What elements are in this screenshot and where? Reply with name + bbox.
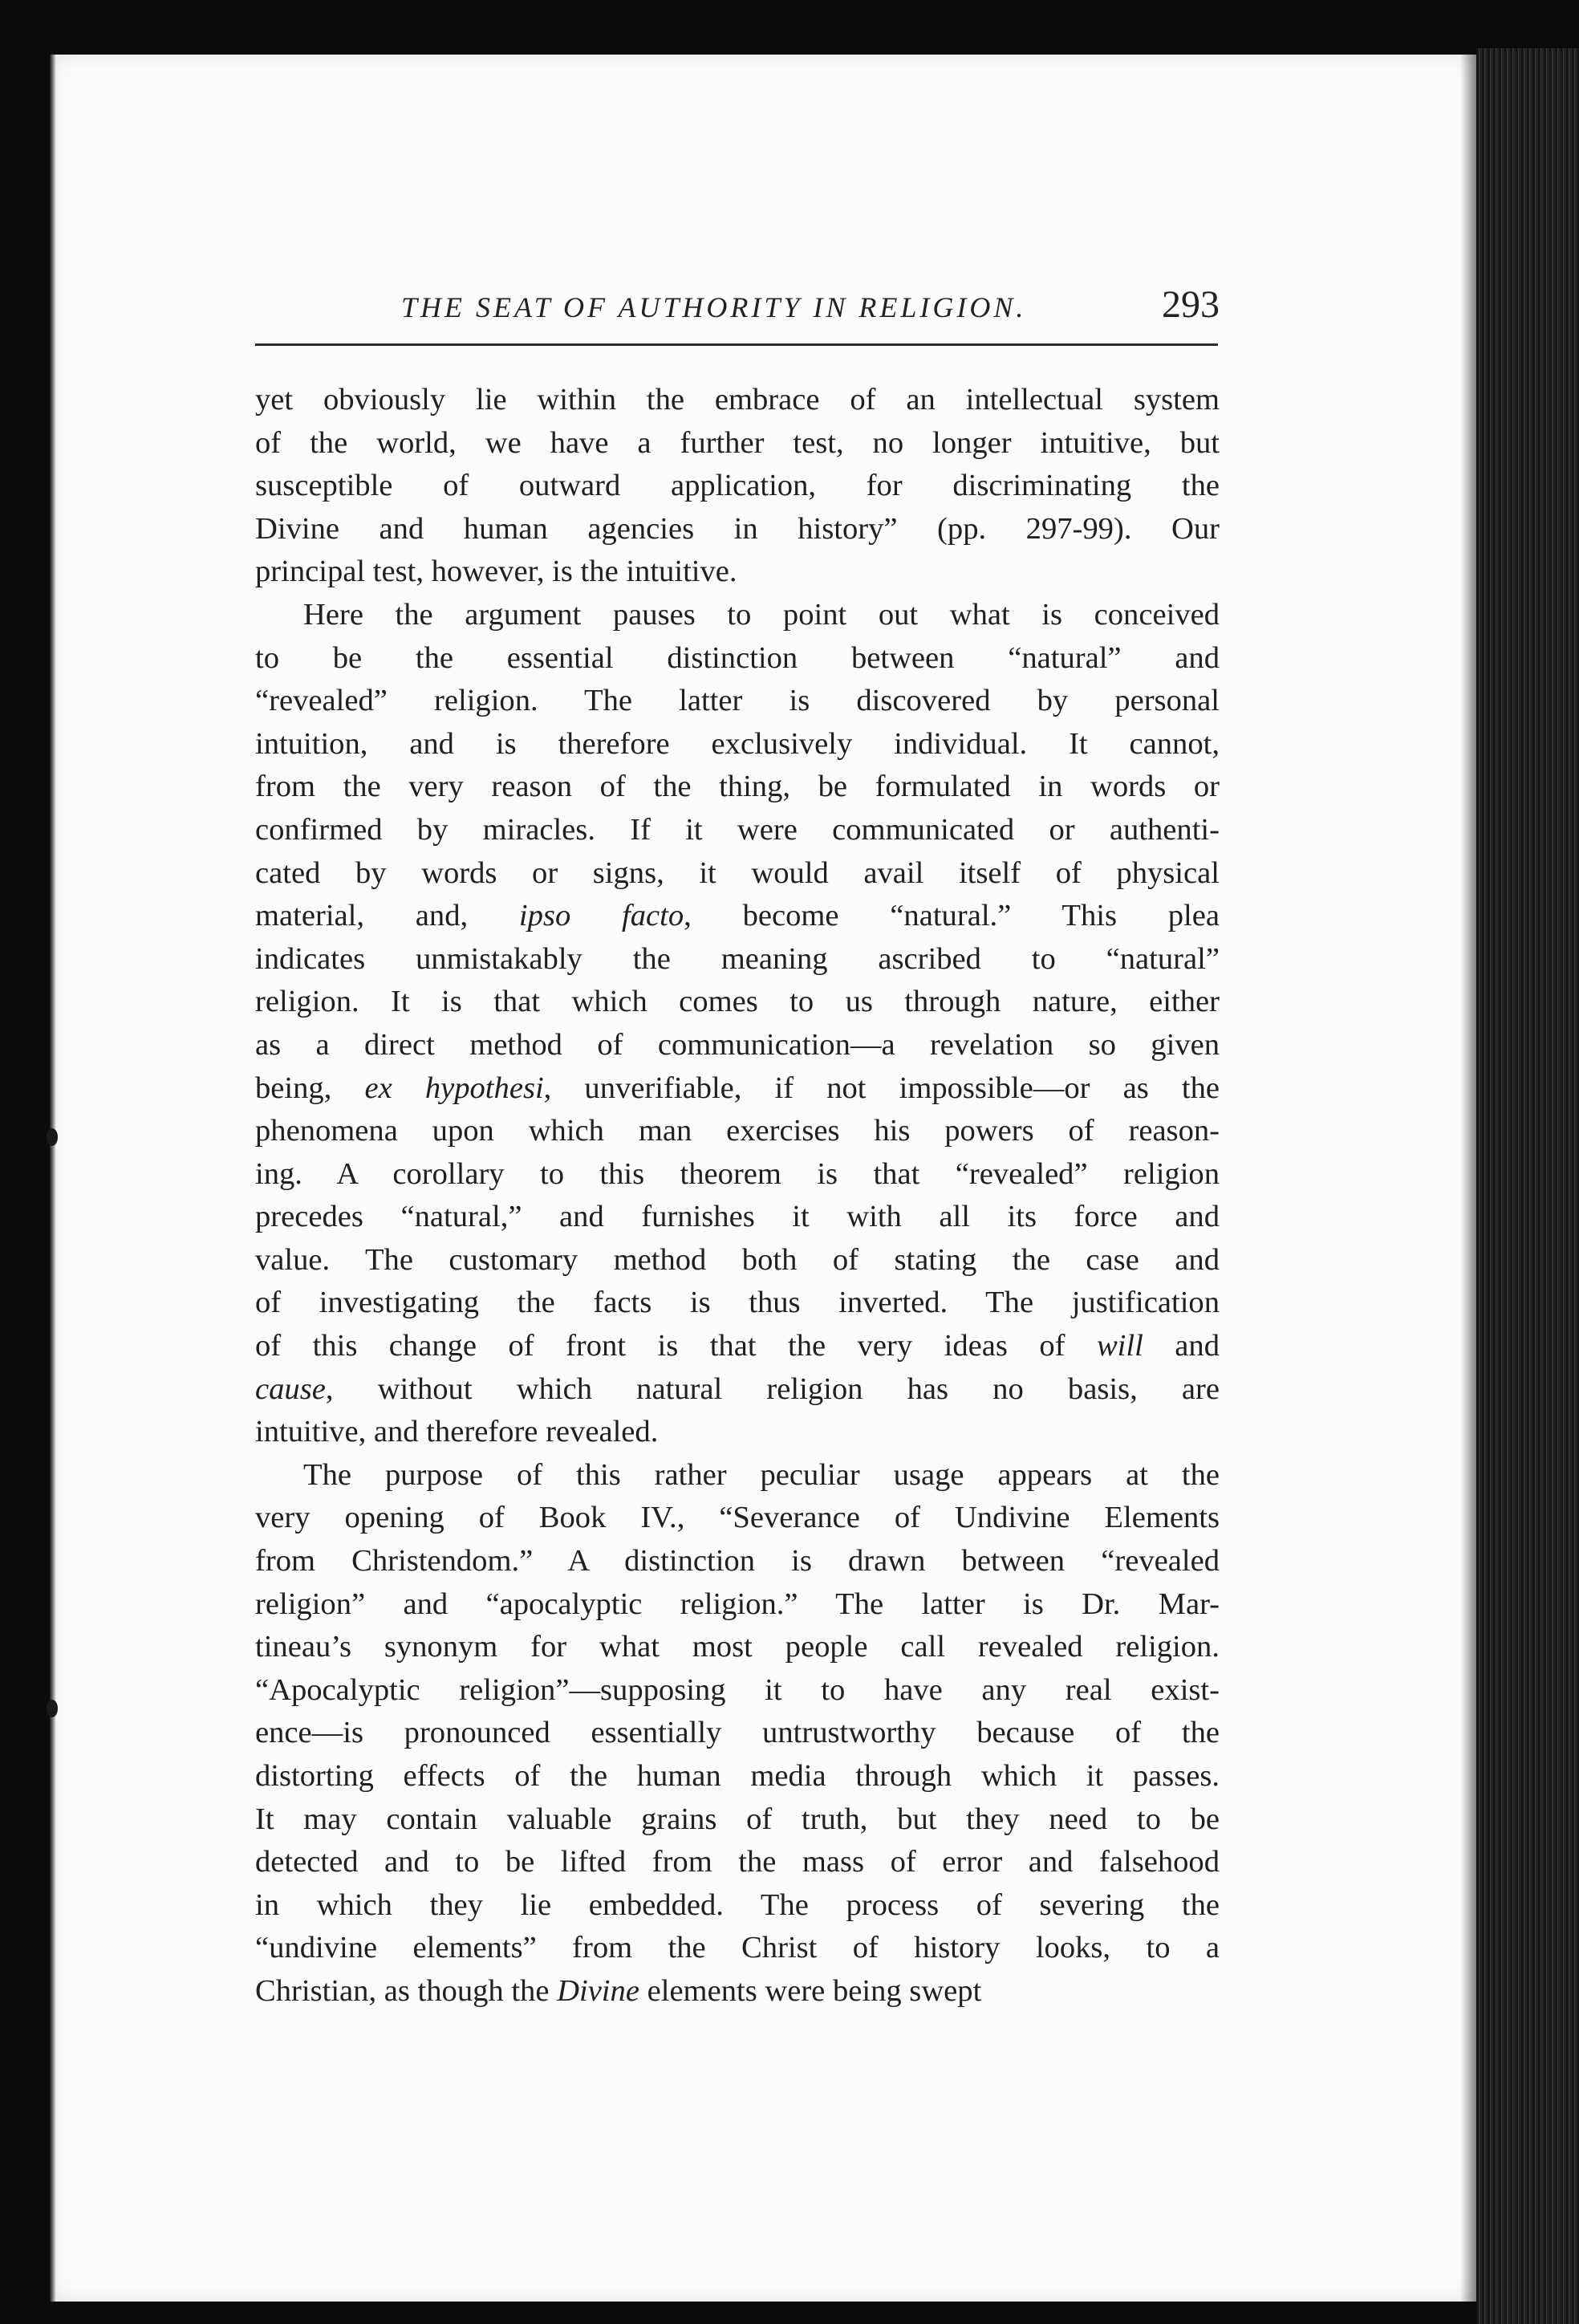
text-segment: , unverifiable, if not impossible—or as the [543,1071,1220,1105]
text-segment: value. The customary method both of stating the case and [255,1242,1220,1277]
page-gutter [50,55,56,2302]
italic-text: ipso facto [518,899,684,933]
text-segment: , become “natural.” This plea [684,899,1220,933]
text-line [255,551,1220,594]
text-line [255,1454,1220,1497]
text-segment: Here the argument pauses to point out what is conceived [303,597,1220,632]
text-segment: to be the essential distinction between “natural” and [255,640,1220,675]
page-header [257,282,1220,347]
text-line [255,1884,1220,1928]
text-segment: , without which natural religion has no basis, are [325,1371,1220,1406]
text-line [255,1583,1220,1627]
italic-text: ex hypothesi [364,1071,544,1105]
text-line [255,637,1220,681]
text-line [255,1368,1220,1412]
text-segment: tineau’s synonym for what most people call revealed religion. [255,1630,1220,1664]
text-line [255,422,1220,465]
text-line [255,895,1220,938]
text-line [255,1712,1220,1755]
text-segment: precedes “natural,” and furnishes it with all its force and [255,1200,1220,1234]
text-segment: detected and to be lifted from the mass of error and falsehood [255,1845,1220,1879]
text-segment: of investigating the facts is thus inverted. The justification [255,1286,1220,1320]
body-text [255,379,1220,2013]
text-segment: “undivine elements” from the Christ of history looks, to a [255,1931,1220,1965]
italic-text: cause [255,1371,326,1406]
text-segment: It may contain valuable grains of truth, but they need to be [255,1802,1220,1836]
book-fore-edge [1476,48,1579,2324]
text-line [255,852,1220,896]
text-line [255,1067,1220,1111]
text-segment: intuition, and is therefore exclusively individual. It cannot, [255,726,1220,761]
page-number: 293 [1162,283,1220,326]
text-line [255,1411,1220,1454]
text-segment: ence—is pronounced essentially untrustworthy because of the [255,1716,1220,1750]
text-segment: susceptible of outward application, for discriminating the [255,469,1220,503]
paragraph [255,379,1220,594]
text-segment: Divine and human agencies in history” (pp. 297-99). Our [255,511,1220,546]
text-segment: intuitive, and therefore revealed. [255,1415,659,1449]
text-line [255,1669,1220,1713]
text-line [255,1798,1220,1842]
text-line [255,809,1220,852]
text-segment: religion. It is that which comes to us through nature, either [255,985,1220,1019]
text-line [255,1970,1220,2013]
text-line [255,379,1220,422]
text-line [255,1927,1220,1970]
text-line [255,465,1220,508]
text-line [255,1239,1220,1282]
text-line [255,1110,1220,1153]
text-segment: Christian, as though the [255,1973,558,2008]
header-rule [255,343,1218,346]
text-segment: material, and, [255,899,519,933]
text-segment: phenomena upon which man exercises his powers of reason- [255,1114,1220,1148]
binding-mark [47,1128,58,1146]
text-line [255,508,1220,551]
text-segment: indicates unmistakably the meaning ascribed to “natural” [255,941,1220,976]
text-line [255,1755,1220,1798]
text-line [255,1626,1220,1669]
text-segment: principal test, however, is the intuitive. [255,555,737,589]
text-line [255,981,1220,1024]
text-segment: from the very reason of the thing, be formulated in words or [255,770,1220,804]
text-line [255,766,1220,809]
text-segment: elements were being swept [639,1973,982,2008]
text-segment: religion” and “apocalyptic religion.” The latter is Dr. Mar- [255,1587,1220,1621]
text-line [255,1540,1220,1583]
text-segment: “Apocalyptic religion”—supposing it to have any real exist- [255,1672,1220,1707]
text-segment: distorting effects of the human media through which it passes. [255,1759,1220,1793]
text-segment: as a direct method of communication—a revelation so given [255,1027,1220,1062]
text-line [255,1282,1220,1325]
running-title: THE SEAT OF AUTHORITY IN RELIGION. [401,291,1027,323]
text-line [255,1841,1220,1884]
text-segment: confirmed by miracles. If it were communicated or authenti- [255,812,1220,847]
text-line [255,723,1220,766]
text-segment: in which they lie embedded. The process of severing the [255,1887,1220,1922]
text-line [255,1196,1220,1239]
text-line [255,1325,1220,1368]
text-line [255,680,1220,723]
paragraph [255,1454,1220,2013]
text-segment: of the world, we have a further test, no longer intuitive, but [255,425,1220,460]
text-line [255,1153,1220,1197]
text-line [255,1497,1220,1540]
text-segment: cated by words or signs, it would avail itself of physical [255,855,1220,890]
text-segment: “revealed” religion. The latter is discovered by personal [255,684,1220,718]
text-segment: ing. A corollary to this theorem is that “revealed” religion [255,1156,1220,1191]
text-line [255,938,1220,981]
text-line [255,594,1220,637]
italic-text: will [1096,1329,1143,1363]
text-segment: yet obviously lie within the embrace of an intellectual system [255,383,1220,416]
text-segment: being, [255,1071,365,1105]
paragraph [255,594,1220,1454]
text-segment: The purpose of this rather peculiar usage appears at the [303,1457,1220,1492]
text-line [255,1024,1220,1067]
text-segment: of this change of front is that the very ideas of [255,1329,1097,1363]
text-segment: and [1143,1329,1220,1363]
italic-text: Divine [557,1973,639,2008]
binding-mark [47,1700,58,1717]
text-segment: from Christendom.” A distinction is drawn between “revealed [255,1544,1220,1578]
text-segment: very opening of Book IV., “Severance of Undivine Elements [255,1501,1220,1535]
